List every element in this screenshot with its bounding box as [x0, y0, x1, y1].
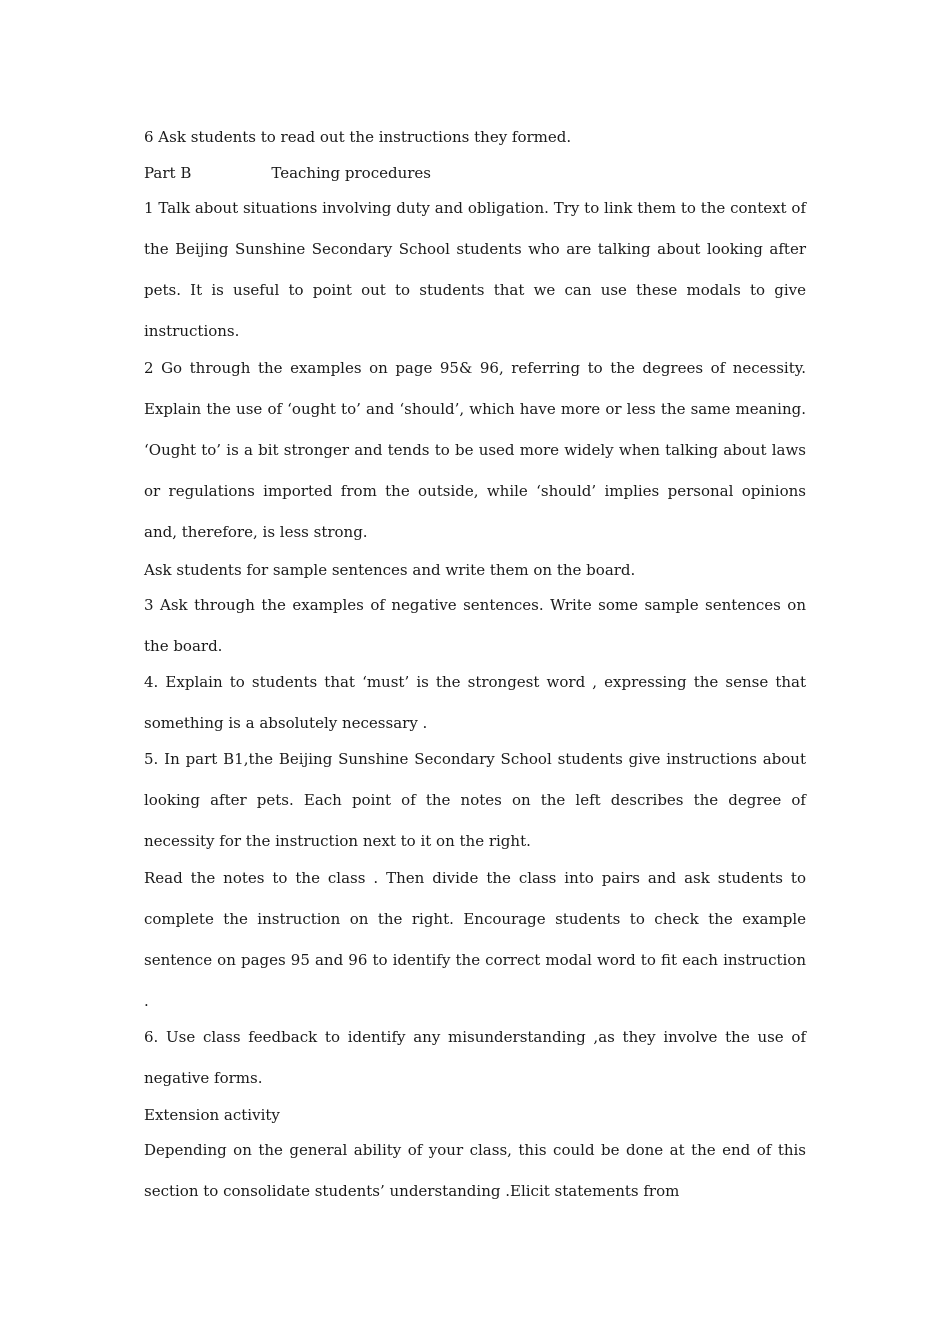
paragraph-extension: Depending on the general ability of your class, this could be done at the end of this section to consolidate students’ understanding .Elicit statements from: [144, 1141, 806, 1200]
part-b-label: Part B: [144, 164, 192, 182]
paragraph-pair-work: Read the notes to the class . Then divide the class into pairs and ask students to complete the instruction on the right. Encourage students to check the example sentence on pages 95 and 96 to identify the correct modal word to fit each instruction .: [144, 869, 806, 1010]
paragraph-step-4: 4. Explain to students that ‘must’ is the strongest word , expressing the sense that something is a absolutely necessary .: [144, 673, 806, 732]
paragraph-step-3: 3 Ask through the examples of negative sentences. Write some sample sentences on the board.: [144, 596, 806, 655]
paragraph-step-6-read-out: 6 Ask students to read out the instructions they formed.: [144, 128, 572, 146]
paragraph-step-5: 5. In part B1,the Beijing Sunshine Secondary School students give instructions about looking after pets. Each point of the notes on the left describes the degree of necessity for the instruction next to it on the right.: [144, 750, 806, 850]
paragraph-step-1: 1 Talk about situations involving duty and obligation. Try to link them to the context of the Beijing Sunshine Secondary School students who are talking about looking after pets. It is useful to point out to students that we can use these modals to give instructions.: [144, 199, 806, 340]
part-b-heading: [144, 164, 806, 182]
paragraph-step-6-feedback: 6. Use class feedback to identify any misunderstanding ,as they involve the use of negative forms.: [144, 1028, 806, 1087]
paragraph-step-2: 2 Go through the examples on page 95& 96, referring to the degrees of necessity. Explain the use of ‘ought to’ and ‘should’, which have more or less the same meaning. ‘Ought to’ is a bit stronger and tends to be used more widely when talking about laws or regulations imported from the outside, while ‘should’ implies personal opinions and, therefore, is less strong.: [144, 359, 806, 541]
part-b-title: Teaching procedures: [271, 164, 431, 182]
paragraph-sample-sentences: Ask students for sample sentences and write them on the board.: [144, 561, 636, 579]
extension-activity-heading: Extension activity: [144, 1106, 280, 1124]
